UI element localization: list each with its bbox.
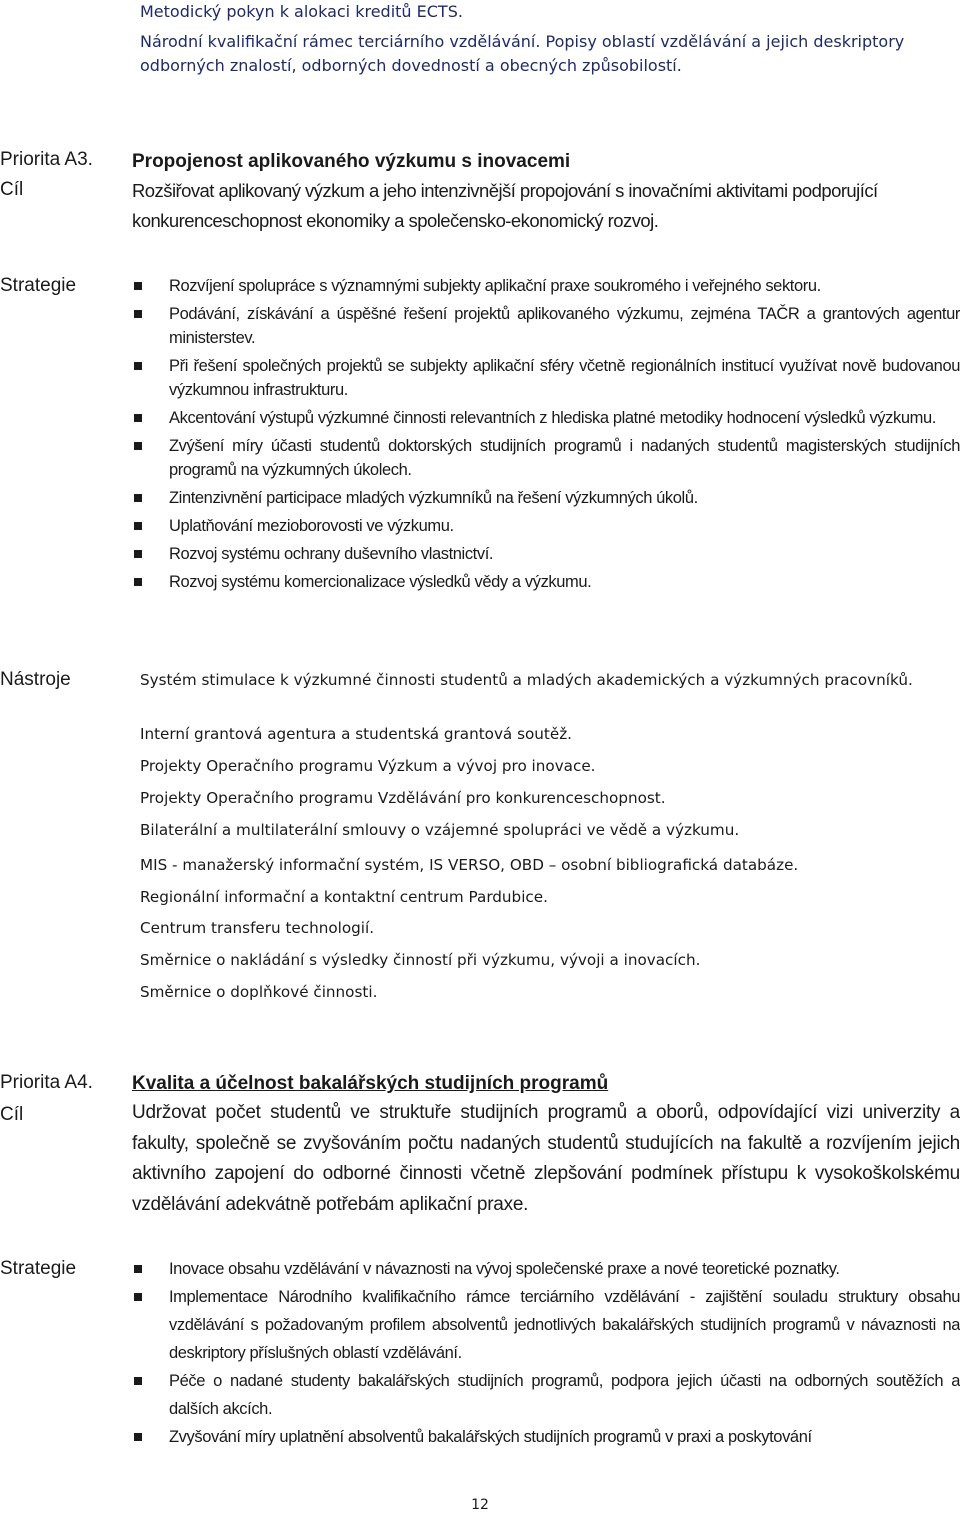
list-item: Rozvoj systému ochrany duševního vlastnictví.: [132, 542, 960, 566]
bullet-square-icon: [134, 282, 142, 290]
bullet-square-icon: [134, 362, 142, 370]
tool-item: MIS - manažerský informační systém, IS VERSO, OBD – osobní bibliografická databáze.: [140, 856, 799, 874]
a3-strategy-section: [132, 274, 960, 598]
a4-goal-label: Cíl: [0, 1104, 24, 1125]
list-item: Péče o nadané studenty bakalářských studijních programů, podpora jejich účasti na odborných soutěžích a dalších akcích.: [132, 1367, 960, 1423]
a3-goal-text: Rozšiřovat aplikovaný výzkum a jeho intenzivnější propojování s inovačními aktivitami podporující konkurenceschopnost ekonomiky a společensko-ekonomický rozvoj.: [132, 180, 878, 231]
bullet-square-icon: [134, 1265, 142, 1273]
a3-goal-label: Cíl: [0, 179, 24, 200]
tool-item: Projekty Operačního programu Výzkum a vývoj pro inovace.: [140, 757, 596, 775]
a3-priority-label: Priorita A3.: [0, 149, 93, 170]
a3-strategy-label: Strategie: [0, 275, 77, 296]
a4-strategy-label: Strategie: [0, 1258, 77, 1279]
a4-title: Kvalita a účelnost bakalářských studijních programů: [132, 1073, 609, 1094]
list-item: Rozvíjení spolupráce s významnými subjekty aplikační praxe soukromého i veřejného sektoru.: [132, 274, 960, 298]
bullet-square-icon: [134, 1433, 142, 1441]
bullet-square-icon: [134, 522, 142, 530]
list-item: Akcentování výstupů výzkumné činnosti relevantních z hlediska platné metodiky hodnocení výsledků výzkumu.: [132, 406, 960, 430]
bullet-square-icon: [134, 1377, 142, 1385]
list-item: Uplatňování mezioborovosti ve výzkumu.: [132, 514, 960, 538]
a3-goal-section: [132, 148, 960, 236]
tool-item: Směrnice o nakládání s výsledky činností při výzkumu, vývoji a inovacích.: [140, 951, 701, 969]
bullet-square-icon: [134, 310, 142, 318]
list-item: Podávání, získávání a úspěšné řešení projektů aplikovaného výzkumu, zejména TAČR a grantových agentur ministerstev.: [132, 302, 960, 350]
a3-title: Propojenost aplikovaného výzkumu s inovacemi: [132, 151, 571, 172]
tool-item: Regionální informační a kontaktní centrum Pardubice.: [140, 888, 548, 906]
document-header: [140, 0, 920, 78]
bullet-square-icon: [134, 578, 142, 586]
a4-strategy-list: [132, 1255, 960, 1451]
a3-tools-label: Nástroje: [0, 669, 71, 690]
header-line-1: Metodický pokyn k alokaci kreditů ECTS.: [140, 2, 463, 21]
tool-item: Projekty Operačního programu Vzdělávání pro konkurenceschopnost.: [140, 789, 666, 807]
tool-item: Centrum transferu technologií.: [140, 919, 375, 937]
list-item: Implementace Národního kvalifikačního rámce terciárního vzdělávání - zajištění souladu struktury obsahu vzdělávání s požadovaným profilem absolventů jednotlivých bakalářských studijních programů v návaznosti na deskriptory příslušných oblastí vzdělávání.: [132, 1283, 960, 1367]
bullet-square-icon: [134, 414, 142, 422]
bullet-square-icon: [134, 1293, 142, 1301]
list-item: Při řešení společných projektů se subjekty aplikační sféry včetně regionálních institucí využívat nově budovanou výzkumnou infrastrukturu.: [132, 354, 960, 402]
header-line-2: Národní kvalifikační rámec terciárního vzdělávání. Popisy oblastí vzdělávání a jejich deskriptory odborných znalostí, odborných dovedností a obecných způsobilostí.: [140, 32, 905, 75]
list-item: Rozvoj systému komercionalizace výsledků vědy a výzkumu.: [132, 570, 960, 594]
list-item: Inovace obsahu vzdělávání v návaznosti na vývoj společenské praxe a nové teoretické poznatky.: [132, 1255, 960, 1283]
list-item: Zvýšení míry účasti studentů doktorských studijních programů i nadaných studentů magisterských studijních programů na výzkumných úkolech.: [132, 434, 960, 482]
bullet-square-icon: [134, 550, 142, 558]
bullet-square-icon: [134, 494, 142, 502]
list-item: Zintenzivnění participace mladých výzkumníků na řešení výzkumných úkolů.: [132, 486, 960, 510]
tool-item: Bilaterální a multilaterální smlouvy o vzájemné spolupráci ve vědě a výzkumu.: [140, 821, 740, 839]
a4-goal-section: [132, 1070, 960, 1220]
list-item: Zvyšování míry uplatnění absolventů bakalářských studijních programů v praxi a poskytování: [132, 1423, 960, 1451]
a3-strategy-list: [132, 274, 960, 594]
a4-priority-label: Priorita A4.: [0, 1072, 93, 1093]
bullet-square-icon: [134, 442, 142, 450]
tool-item: Interní grantová agentura a studentská grantová soutěž.: [140, 725, 572, 743]
tool-item: Směrnice o doplňkové činnosti.: [140, 983, 378, 1001]
tool-item: Systém stimulace k výzkumné činnosti studentů a mladých akademických a výzkumných pracovníků.: [140, 671, 913, 689]
a4-goal-text: Udržovat počet studentů ve struktuře studijních programů a oborů, odpovídající vizi univerzity a fakulty, společně se zvyšováním počtu nadaných studentů studujících na fakultě a rozvíjením jejich aktivního zapojení do odborné činnosti včetně zlepšování podmínek přístupu k vysokoškolskému vzdělávání adekvátně potřebám aplikační praxe.: [132, 1102, 960, 1215]
page-number: 12: [471, 1497, 489, 1513]
a4-strategy-section: [132, 1255, 960, 1451]
